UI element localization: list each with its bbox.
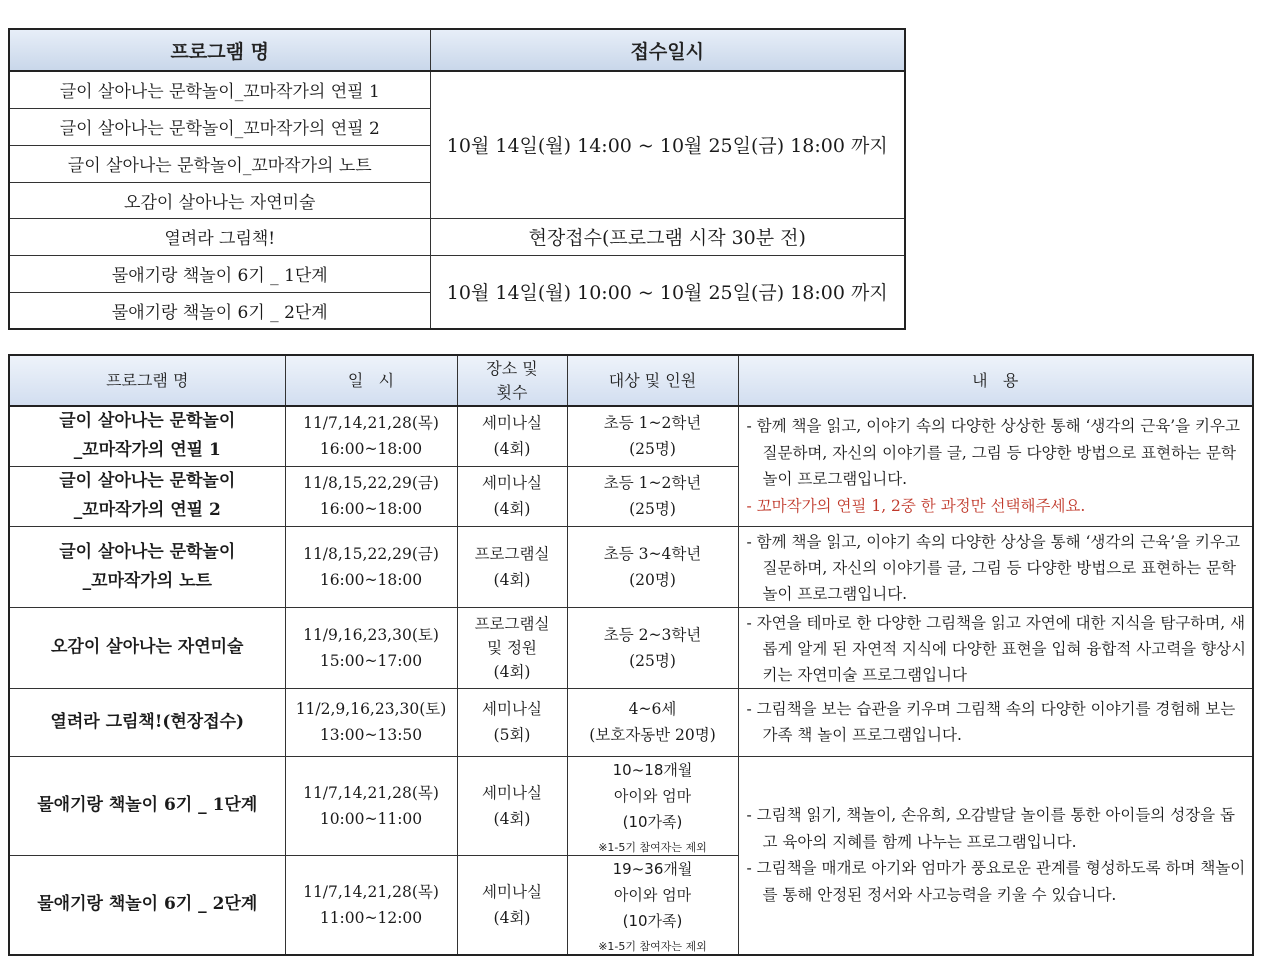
capacity-line: (25명) xyxy=(629,651,676,670)
registration-schedule-table xyxy=(8,28,906,330)
target-line: 10~18개월 xyxy=(612,760,693,779)
session-count: (4회) xyxy=(493,908,531,927)
place-cell xyxy=(457,855,567,955)
program-name-cell xyxy=(9,688,285,756)
target-line: 초등 3~4학년 xyxy=(603,544,702,563)
content-description: - 그림책 읽기, 책놀이, 손유희, 오감발달 놀이를 통한 아이들의 성장을 돕고 육아의 지혜를 함께 나누는 프로그램입니다. xyxy=(746,806,1236,851)
target-line: 4~6세 xyxy=(628,700,677,718)
header-place-line1: 장소 및 xyxy=(486,358,538,378)
program-name-line2: _꼬마작가의 연필 2 xyxy=(73,500,221,520)
capacity-line: (10가족) xyxy=(622,911,683,930)
program-name-cell xyxy=(9,756,285,855)
program-name-line1: 글이 살아나는 문학놀이 xyxy=(59,411,236,432)
time-line: 11:00~12:00 xyxy=(319,908,423,927)
content-cell xyxy=(738,756,1253,955)
target-line: 초등 1~2학년 xyxy=(603,474,702,492)
date-line1: 11/7,14,21,28(목) xyxy=(303,783,439,802)
target-line: 아이와 엄마 xyxy=(613,786,692,805)
place-line: 세미나실 xyxy=(482,783,542,802)
program-name-cell xyxy=(9,855,285,955)
place-line: 세미나실 xyxy=(482,474,542,492)
program-name-cell xyxy=(9,466,285,526)
header-target: 대상 및 인원 xyxy=(567,355,738,406)
date-cell xyxy=(285,466,457,526)
date-line1: 11/8,15,22,29(금) xyxy=(303,474,439,492)
header-place xyxy=(457,355,567,406)
content-cell xyxy=(738,406,1253,526)
header-program-name: 프로그램 명 xyxy=(9,29,430,71)
exclusion-note: ※1-5기 참여자는 제외 xyxy=(598,840,707,854)
target-cell xyxy=(567,855,738,955)
table-row xyxy=(9,71,905,108)
date-line1: 11/2,9,16,23,30(토) xyxy=(295,700,447,718)
date-cell xyxy=(285,688,457,756)
content-cell xyxy=(738,526,1253,607)
target-line: 초등 1~2학년 xyxy=(603,414,702,433)
program-name-line1: 글이 살아나는 문학놀이 xyxy=(59,541,236,562)
place-cell xyxy=(457,406,567,466)
program-name-cell: 물애기랑 책놀이 6기 _ 2단계 xyxy=(9,292,430,329)
header-date: 일 시 xyxy=(285,355,457,406)
place-line: 세미나실 xyxy=(482,700,542,718)
program-name-cell xyxy=(9,607,285,688)
table-row xyxy=(9,255,905,292)
content-cell xyxy=(738,688,1253,756)
program-detail-table xyxy=(8,354,1254,956)
table-header-row xyxy=(9,355,1253,406)
program-name-cell: 글이 살아나는 문학놀이_꼬마작가의 노트 xyxy=(9,145,430,182)
capacity-line: (보호자동반 20명) xyxy=(589,726,716,744)
capacity-line: (20명) xyxy=(629,570,676,589)
session-count: (4회) xyxy=(493,440,531,459)
content-description: - 함께 책을 읽고, 이야기 속의 다양한 상상을 통해 ‘생각의 근육’을 키우고 질문하며, 자신의 이야기를 글, 그림 등 다양한 방법으로 표현하는 문학놀이 프로그램입니다. xyxy=(746,532,1240,603)
place-line: 및 정원 xyxy=(487,638,537,657)
exclusion-note: ※1-5기 참여자는 제외 xyxy=(598,939,707,953)
place-cell xyxy=(457,526,567,607)
target-cell xyxy=(567,406,738,466)
date-line1: 11/8,15,22,29(금) xyxy=(303,544,439,563)
time-line: 13:00~13:50 xyxy=(319,726,423,744)
place-line: 세미나실 xyxy=(482,882,542,901)
program-name-cell: 오감이 살아나는 자연미술 xyxy=(9,182,430,218)
time-line: 16:00~18:00 xyxy=(319,570,423,589)
date-cell xyxy=(285,406,457,466)
content-notice: - 꼬마작가의 연필 1, 2중 한 과정만 선택해주세요. xyxy=(746,496,1086,515)
target-line: 초등 2~3학년 xyxy=(603,625,702,644)
content-cell xyxy=(738,607,1253,688)
program-name-cell: 글이 살아나는 문학놀이_꼬마작가의 연필 1 xyxy=(9,71,430,108)
date-cell xyxy=(285,607,457,688)
header-program-name: 프로그램 명 xyxy=(9,355,285,406)
program-name-cell: 글이 살아나는 문학놀이_꼬마작가의 연필 2 xyxy=(9,108,430,145)
target-line: 19~36개월 xyxy=(612,859,693,878)
place-line: 세미나실 xyxy=(482,414,542,433)
program-name-line1: 물애기랑 책놀이 6기 _ 2단계 xyxy=(37,894,258,914)
session-count: (4회) xyxy=(493,809,531,828)
capacity-line: (10가족) xyxy=(622,812,683,831)
program-name-line2: _꼬마작가의 연필 1 xyxy=(73,440,221,461)
time-line: 16:00~18:00 xyxy=(319,440,423,459)
session-count: (4회) xyxy=(493,570,531,589)
session-count: (4회) xyxy=(493,662,531,681)
table-row xyxy=(9,607,1253,688)
place-cell xyxy=(457,607,567,688)
header-content: 내 용 xyxy=(738,355,1253,406)
program-name-cell xyxy=(9,526,285,607)
capacity-line: (25명) xyxy=(629,440,676,459)
program-name-line1: 물애기랑 책놀이 6기 _ 1단계 xyxy=(37,795,258,815)
header-registration-date: 접수일시 xyxy=(430,29,905,71)
table-row xyxy=(9,756,1253,855)
content-description: - 그림책을 보는 습관을 키우며 그림책 속의 다양한 이야기를 경험해 보는 가족 책 놀이 프로그램입니다. xyxy=(746,699,1236,744)
date-cell xyxy=(285,526,457,607)
place-line: 프로그램실 xyxy=(474,614,550,633)
date-cell xyxy=(285,855,457,955)
place-cell xyxy=(457,466,567,526)
place-cell xyxy=(457,756,567,855)
target-line: 아이와 엄마 xyxy=(613,885,692,904)
target-cell xyxy=(567,526,738,607)
date-line1: 11/7,14,21,28(목) xyxy=(303,414,439,433)
date-line1: 11/7,14,21,28(목) xyxy=(303,882,439,901)
registration-date-cell: 현장접수(프로그램 시작 30분 전) xyxy=(430,218,905,255)
date-line1: 11/9,16,23,30(토) xyxy=(303,625,439,644)
target-cell xyxy=(567,756,738,855)
content-description: - 자연을 테마로 한 다양한 그림책을 읽고 자연에 대한 지식을 탐구하며, 새롭게 알게 된 자연적 지식에 다양한 표현을 입혀 융합적 사고력을 향상시키는 자연미술 프로그램입니다 xyxy=(746,613,1246,684)
session-count: (5회) xyxy=(493,726,531,744)
table-row xyxy=(9,218,905,255)
program-name-line1: 오감이 살아나는 자연미술 xyxy=(51,637,244,657)
program-name-line1: 글이 살아나는 문학놀이 xyxy=(59,471,236,491)
time-line: 16:00~18:00 xyxy=(319,500,423,518)
capacity-line: (25명) xyxy=(629,500,676,518)
program-name-line1: 열려라 그림책!(현장접수) xyxy=(50,711,245,732)
content-description: - 그림책을 매개로 아기와 엄마가 풍요로운 관계를 형성하도록 하며 책놀이를 통해 안정된 정서와 사고능력을 키울 수 있습니다. xyxy=(746,859,1246,904)
program-name-line2: _꼬마작가의 노트 xyxy=(82,570,212,591)
registration-date-cell: 10월 14일(월) 14:00 ~ 10월 25일(금) 18:00 까지 xyxy=(430,71,905,218)
date-cell xyxy=(285,756,457,855)
program-name-cell xyxy=(9,406,285,466)
registration-date-cell: 10월 14일(월) 10:00 ~ 10월 25일(금) 18:00 까지 xyxy=(430,255,905,329)
program-name-cell: 물애기랑 책놀이 6기 _ 1단계 xyxy=(9,255,430,292)
time-line: 15:00~17:00 xyxy=(319,651,423,670)
table-row xyxy=(9,526,1253,607)
table-row xyxy=(9,688,1253,756)
session-count: (4회) xyxy=(493,500,531,518)
table-header-row xyxy=(9,29,905,71)
header-place-line2: 횟수 xyxy=(496,382,528,402)
content-description: - 함께 책을 읽고, 이야기 속의 다양한 상상한 통해 ‘생각의 근육’을 키우고 질문하며, 자신의 이야기를 글, 그림 등 다양한 방법으로 표현하는 문학놀이 프로그램입니다. xyxy=(746,417,1240,488)
target-cell xyxy=(567,688,738,756)
program-name-cell: 열려라 그림책! xyxy=(9,218,430,255)
time-line: 10:00~11:00 xyxy=(319,809,423,828)
target-cell xyxy=(567,607,738,688)
place-cell xyxy=(457,688,567,756)
table-row xyxy=(9,406,1253,466)
place-line: 프로그램실 xyxy=(474,544,550,563)
target-cell xyxy=(567,466,738,526)
